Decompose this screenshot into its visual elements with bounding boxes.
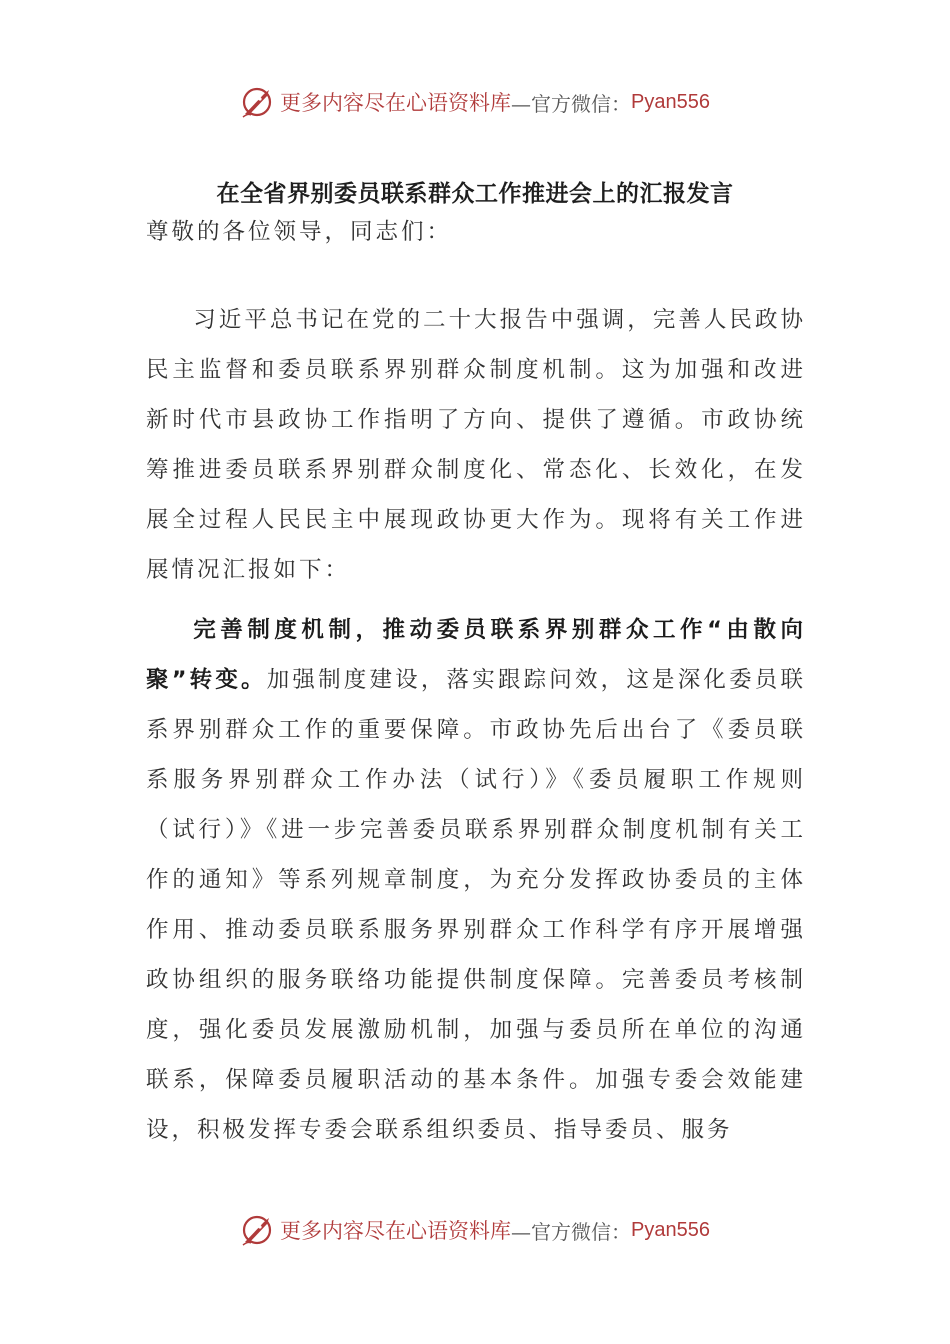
paragraph-intro: 习近平总书记在党的二十大报告中强调，完善人民政协民主监督和委员联系界别群众制度机制。这为加强和改进新时代市县政协工作指明了方向、提供了遵循。市政协统筹推进委员联系界别群众制度化、常态化、长效化，在发展全过程人民民主中展现政协更大作为。现将有关工作进展情况汇报如下： — [146, 307, 806, 583]
section-body: 加强制度建设，落实跟踪问效，这是深化委员联系界别群众工作的重要保障。市政协先后出台了《委员联系服务界别群众工作办法（试行）》《委员履职工作规则（试行）》《进一步完善委员联系界别群众制度机制有关工作的通知》等系列规章制度，为充分发挥政协委员的主体作用、推动委员联系服务界别群众工作科学有序开展增强政协组织的服务联络功能提供制度保障。完善委员考核制度，强化委员发展激励机制，加强与委员所在单位的沟通联系，保障委员履职活动的基本条件。加强专委会效能建设，积极发挥专委会联系组织委员、指导委员、服务 — [146, 667, 806, 1143]
paragraph-section-1 — [146, 605, 806, 1155]
library-name: 更多内容尽在心语资料库 — [280, 1219, 512, 1243]
footer-banner — [0, 1208, 950, 1252]
wechat-id: Pyan556 — [631, 90, 710, 113]
wechat-id: Pyan556 — [631, 1218, 710, 1241]
pen-nib-circle-icon — [240, 84, 276, 120]
greeting: 尊敬的各位领导，同志们： — [146, 219, 453, 245]
wechat-label: —官方微信： — [511, 91, 632, 116]
document-title: 在全省界别委员联系群众工作推进会上的汇报发言 — [216, 181, 734, 207]
library-name: 更多内容尽在心语资料库 — [280, 91, 512, 115]
header-banner — [0, 80, 950, 124]
pen-nib-circle-icon — [240, 1212, 276, 1248]
wechat-label: —官方微信： — [511, 1219, 632, 1244]
section-heading: 完善制度机制，推动委员联系界别群众工作“由散向聚”转变。 — [146, 617, 806, 693]
